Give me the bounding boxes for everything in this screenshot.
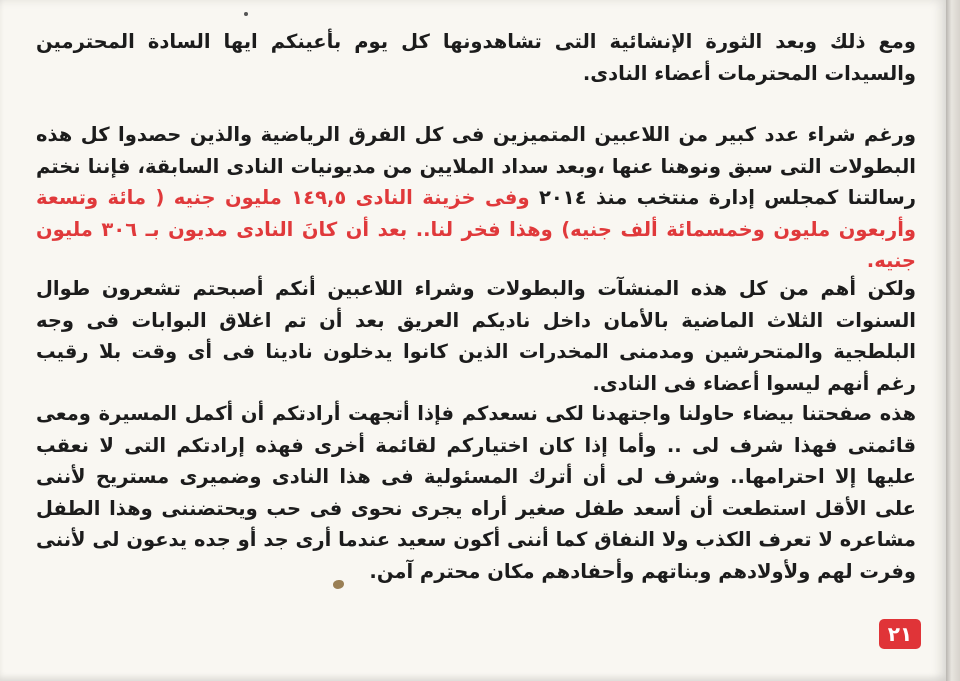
paragraph-1: [36, 26, 916, 89]
paragraph-3: [36, 273, 916, 399]
paragraph-4: [36, 398, 916, 587]
paper-stain: [333, 580, 344, 589]
page-number-badge: ٢١: [879, 619, 921, 649]
paragraph-2-highlight: وفى خزينة النادى ١٤٩,٥ مليون جنيه ( مائة وتسعة وأربعون مليون وخمسمائة ألف جنيه) وهذا فخر لنا.. بعد أن كانَ النادى مديون بـ ٣٠٦ مليون جنيه.: [36, 186, 916, 272]
page-edge: [946, 0, 960, 681]
paragraph-4-text: هذه صفحتنا بيضاء حاولنا واجتهدنا لكى نسعدكم فإذا أتجهت أرادتكم أن أكمل المسيرة ومعى قائمتى فهذا شرف لى .. وأما إذا كان اختياركم لقائمة أخرى فهذه إرادتكم التى لا نعقب عليها إلا احترامها.. وشرف لى أن أترك المسئولية فى هذا النادى وضميرى مستريح لأننى على الأقل استطعت أن أسعد طفل صغير أراه يجرى نحوى فى حب ويحتضننى وهذا الطفل مشاعره لا تعرف الكذب ولا النفاق كما أننى أكون سعيد عندما أرى جد أو جده يدعون لى لأننى وفرت لهم ولأولادهم وبناتهم وأحفادهم مكان محترم آمن.: [36, 402, 916, 583]
paragraph-1-text: ومع ذلك وبعد الثورة الإنشائية التى تشاهدونها كل يوم بأعينكم ايها السادة المحترمين والسيدات المحترمات أعضاء النادى.: [36, 30, 916, 85]
paragraph-2: [36, 119, 916, 277]
ink-dot: [244, 12, 248, 16]
paragraph-3-text: ولكن أهم من كل هذه المنشآت والبطولات وشراء اللاعبين أنكم أصبحتم تشعرون طوال السنوات الثلاث الماضية بالأمان داخل ناديكم العريق بعد أن تم اغلاق البوابات فى وجه البلطجية والمتحرشين ومدمنى المخدرات الذين كانوا يدخلون نادينا فى أى وقت بلا رقيب رغم أنهم ليسوا أعضاء فى النادى.: [36, 277, 916, 395]
paragraph-2-text: ورغم شراء عدد كبير من اللاعبين المتميزين فى كل الفرق الرياضية والذين حصدوا كل هذه البطولات التى سبق ونوهنا عنها ،وبعد سداد الملايين من مديونيات النادى السابقة، فإننا نختم رسالتنا كمجلس إدارة منتخب منذ ٢٠١٤: [36, 123, 916, 209]
